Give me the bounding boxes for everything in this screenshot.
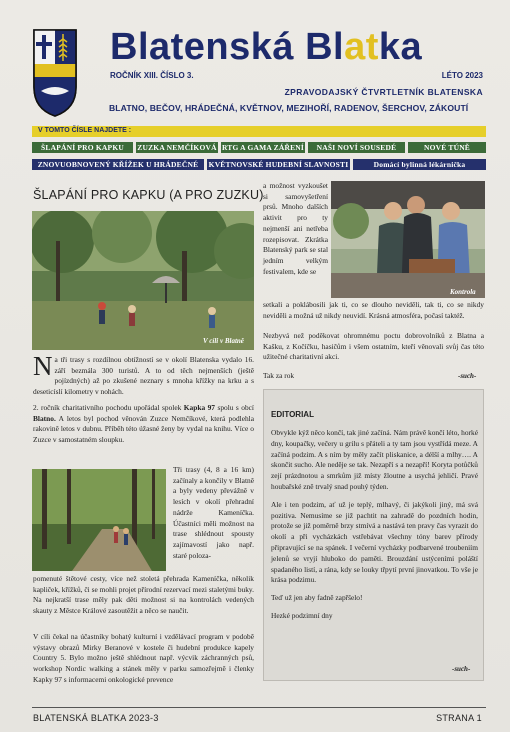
article-paragraph: setkali a poklábosili jak ti, co se dlouho neviděli, tak ti, co se nikdy neviděli a možná už nikdy neuvidí. Krásná atmosféra, počasí taktéž. [263, 300, 484, 320]
toc-item[interactable]: NOVÉ TÚNĚ [408, 142, 486, 153]
toc-item[interactable]: NAŠI NOVÍ SOUSEDÉ [308, 142, 405, 153]
toc-item[interactable]: ZUZKA NEMČÍKOVÁ [137, 143, 217, 152]
toc-row-2 [32, 159, 486, 170]
village-list: BLATNO, BEČOV, HRÁDEČNÁ, KVĚTNOV, MEZIHOŘÍ, RADENOV, ŠERCHOV, ZÁKOUTÍ [109, 103, 469, 113]
article-paragraph: a možnost vyzkoušet si samovyšetření prsů. Mnoho dalších aktivit pro ty nejmenší ani netřeba rozepisovat. Zkrátka Blatenský park se stal jedním velkým festivalem, kde se [263, 181, 328, 276]
coat-of-arms-icon [33, 29, 77, 117]
editorial-paragraph: Ale i ten podzim, ať už je teplý, mlhavý, či jakýkoli jiný, má svá pozitiva. Nemusíme se již pachtit na zahradě do pozdních hodin, protože se již poměrně brzy stmívá a nastává ten pravy čas vyrazit do okolí a při vycházkách vstřebávat všechny tóny barev přírody připravující se na spánek. I večerní vycházky podbarvené troubeniím jelenů se vryjí hluboko do paměti. Brouzdání ustýceními poláští spadaného listí, a rána, kdy se louky třpytí první jinovatkou. To vše je krása podzimu. [271, 499, 478, 585]
thanks-paragraph: Nezbyvá než poděkovat ohromnému poctu dobrovolníků z Blatna a Kašku, z Kočíčku, hasičům i všem ostatním, kteří věnovali svůj čas této užitečné charitativní akci. [263, 331, 484, 362]
masthead-highlight: at [344, 26, 379, 68]
footer-publication: BLATENSKÁ BLATKA 2023-3 [33, 713, 159, 723]
article-paragraph: Na tři trasy s rozdílnou obtížností se v okolí Blatenska vydalo 16. září bezmála 300 turistů. A to od těch nejmenších (ještě pojízdných) až po zkušené neznary s mnoha křížky na krku a s deseticíslí kilometry v nohách. 2. ročník charitativního pochodu upořádal spolek Kapka 97 spolu s obcí Blatno. A letos byl pochod věnován Zuzce Nemčíkové, která podlehla rakovině letos v dubnu. Příběh této úžasné ženy by vydal na knihu. Více o Zuzce v samostatném sloupku. [33, 351, 254, 444]
masthead-title: Blatenská Blatka [110, 26, 423, 68]
issue-season: LÉTO 2023 [441, 71, 483, 80]
drop-cap: N [33, 351, 53, 381]
editorial-text [271, 428, 478, 629]
photo-caption: Kontrola [450, 288, 476, 296]
editorial-paragraph: Teď už jen aby fadně zapřšelo! [271, 593, 363, 603]
editorial-title: EDITORIAL [271, 410, 314, 419]
editorial-paragraph: Obvykle kýž něco končí, tak jiné začíná. Nám právě končí léto, horké dny, koupačky, večery u grilu s přáteli a ty tam jsou vystřídá meze. A začíná podzim. A s ním by měly začít pliskanice, a délší a mlhy…. A skončit sucho. Ale neděje se tak. Nezapří s a nezapří! Koryta potůčků zejí prázdnotou a smrkům již místy žloutne a usychá jehličí. Pravé houbařské zně trvalý snad pouhý týden. [271, 428, 478, 491]
toc-row-1 [32, 142, 486, 153]
editorial-signature: -such- [452, 665, 471, 673]
issue-number: ROČNÍK XIII. ČÍSLO 3. [110, 71, 194, 80]
toc-item[interactable]: KVĚTNOVSKÉ HUDEBNÍ SLAVNOSTI [208, 160, 349, 169]
article-paragraph: pomenuté štětové cesty, více než stoletá přehrada Kameníčka, několik kapliček, křížků, či se mohli projet přírodní rezervací mezi staletými buky. Na nejkratší trase měly pak děti možnost si na kontrolách vedených skauty z Městce Králové zasoutěžit a něco se naučit. [33, 574, 254, 616]
page-number: STRANA 1 [436, 713, 482, 723]
toc-item[interactable]: ZNOVUOBNOVENÝ KŘÍŽEK U HRÁDEČNÉ [32, 159, 204, 170]
article-paragraph: V cíli čekal na účastníky bohatý kulturní i vzdělávací program v podobě výstavy obrazů Mirky Beranové v kostele či hudební produkce kapely Country 5. Bylo možno ještě shlédnout např. výcvik záchranných psů, workshop Nordic walking a stánek měly v parku samozřejmě i členky Kapky 97 s informacemi onkologické prevence [33, 632, 254, 684]
article-signature: -such- [458, 372, 477, 380]
article-paragraph: Tři trasy (4, 8 a 16 km) začínaly a končily v Blatně a byly vedeny převážně v lesích v okolí přehradní nádrže Kameníčka. Účastníci měli možnost na trase shlédnout spousty zajímavostí jako např. staré poloza- [173, 465, 254, 560]
checkpoint-photo [331, 181, 485, 298]
finish-photo [32, 211, 254, 350]
toc-item[interactable]: RTG A GAMA ZÁŘENÍ [221, 143, 305, 152]
toc-item[interactable]: ŠLAPÁNÍ PRO KAPKU [32, 142, 133, 153]
toc-title: V TOMTO ČÍSLE NAJDETE : [38, 127, 132, 134]
footer-divider [32, 707, 486, 708]
editorial-paragraph: Hezké podzimní dny [271, 610, 333, 620]
photo-caption: V cíli v Blatně [203, 337, 244, 345]
closing-line: Tak za rok [263, 371, 295, 380]
masthead-tagline: ZPRAVODAJSKÝ ČTVRTLETNÍK BLATENSKA [284, 87, 483, 97]
article-title: ŠLAPÁNÍ PRO KAPKU (A PRO ZUZKU) [33, 188, 264, 202]
toc-item[interactable]: Domácí bylinná lékárnička [353, 159, 486, 170]
forest-trail-photo [32, 469, 166, 571]
